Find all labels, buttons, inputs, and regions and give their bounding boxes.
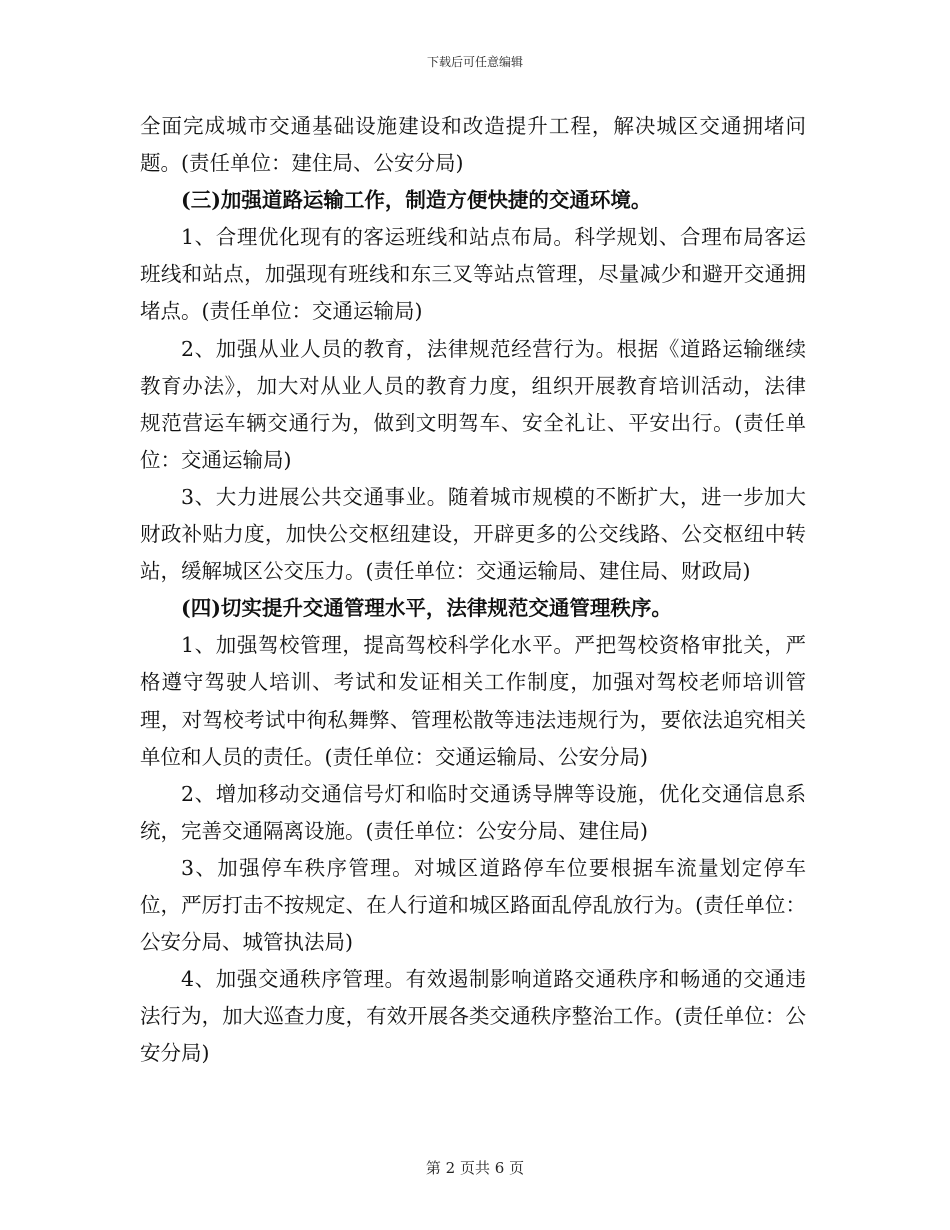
paragraph-3-3: 3、大力进展公共交通事业。随着城市规模的不断扩大，进一步加大财政补贴力度，加快公交枢纽建设，开辟更多的公交线路、公交枢纽中转站，缓解城区公交压力。(责任单位：交通运输局、建住局、财政局) <box>140 484 806 584</box>
paragraph-4-3: 3、加强停车秩序管理。对城区道路停车位要根据车流量划定停车位，严厉打击不按规定、在人行道和城区路面乱停乱放行为。(责任单位：公安分局、城管执法局) <box>140 855 806 955</box>
page-number: 第 2 页共 6 页 <box>425 1159 525 1177</box>
section-heading-3: (三)加强道路运输工作，制造方便快捷的交通环境。 <box>181 188 652 213</box>
paragraph-4-2: 2、增加移动交通信号灯和临时交通诱导牌等设施，优化交通信息系统，完善交通隔离设施。(责任单位：公安分局、建住局) <box>140 781 806 843</box>
paragraph-4-1: 1、加强驾校管理，提高驾校科学化水平。严把驾校资格审批关，严格遵守驾驶人培训、考试和发证相关工作制度，加强对驾校老师培训管理，对驾校考试中徇私舞弊、管理松散等违法违规行为，要依法追究相关单位和人员的责任。(责任单位：交通运输局、公安分局) <box>140 633 806 769</box>
document-body <box>140 108 806 1072</box>
section-heading-4: (四)切实提升交通管理水平，法律规范交通管理秩序。 <box>181 596 672 621</box>
page-header-note: 下载后可任意编辑 <box>426 55 523 69</box>
paragraph-3-1: 1、合理优化现有的客运班线和站点布局。科学规划、合理布局客运班线和站点，加强现有班线和东三叉等站点管理，尽量减少和避开交通拥堵点。(责任单位：交通运输局) <box>140 225 806 324</box>
paragraph-intro: 全面完成城市交通基础设施建设和改造提升工程，解决城区交通拥堵问题。(责任单位：建住局、公安分局) <box>140 114 806 176</box>
paragraph-3-2: 2、加强从业人员的教育，法律规范经营行为。根据《道路运输继续教育办法》，加大对从业人员的教育力度，组织开展教育培训活动，法律规范营运车辆交通行为，做到文明驾车、安全礼让、平安出行。(责任单位：交通运输局) <box>140 336 806 472</box>
paragraph-4-4: 4、加强交通秩序管理。有效遏制影响道路交通秩序和畅通的交通违法行为，加大巡查力度，有效开展各类交通秩序整治工作。(责任单位：公安分局) <box>140 967 806 1066</box>
